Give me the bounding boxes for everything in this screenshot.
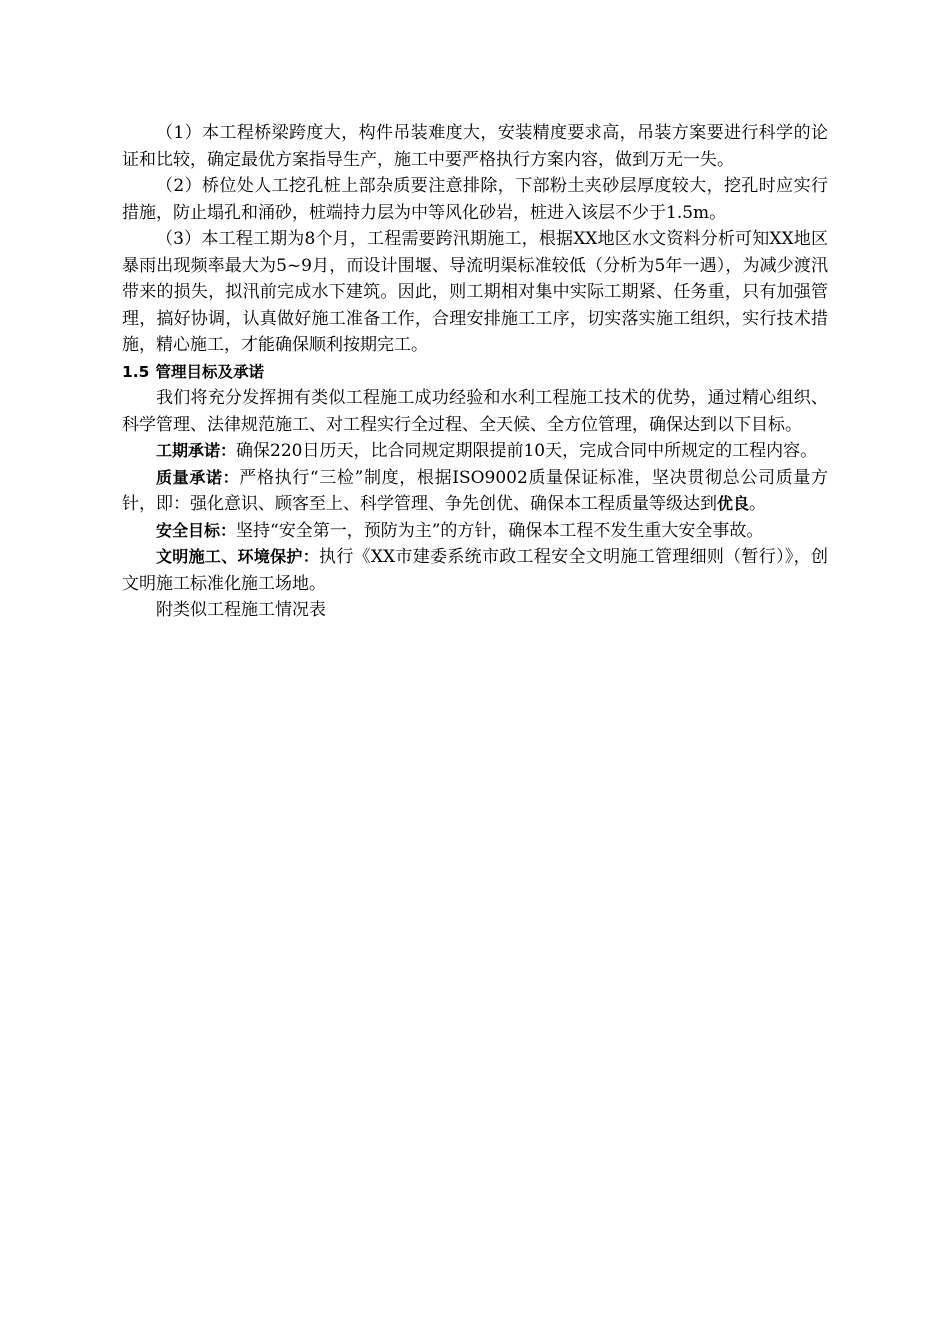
quality-emphasis: 优良 bbox=[717, 494, 750, 513]
safety-label: 安全目标： bbox=[156, 520, 237, 540]
quality-label: 质量承诺： bbox=[156, 467, 240, 487]
risk-item-1: （1）本工程桥梁跨度大，构件吊装难度大，安装精度要求高，吊装方案要进行科学的论证和比较，确定最优方案指导生产，施工中要严格执行方案内容，做到万无一失。 bbox=[122, 123, 828, 170]
schedule-label: 工期承诺： bbox=[156, 441, 237, 460]
section-title: 管理目标及承诺 bbox=[155, 362, 264, 381]
section-heading bbox=[122, 359, 828, 386]
safety-text: 坚持“安全第一，预防为主”的方针，确保本工程不发生重大安全事故。 bbox=[236, 520, 764, 541]
civilized-text: 执行《XX市建委系统市政工程安全文明施工管理细则（暂行）》，创文明施工标准化施工场地。 bbox=[122, 547, 828, 594]
safety-goal bbox=[122, 518, 828, 545]
risk-item-2: （2）桥位处人工挖孔桩上部杂质要注意排除，下部粉土夹砂层厚度较大，挖孔时应实行措施，防止塌孔和涌砂，桩端持力层为中等风化砂岩，桩进入该层不少于1.5m。 bbox=[122, 176, 828, 223]
section-number: 1.5 bbox=[122, 362, 150, 381]
section-intro: 我们将充分发挥拥有类似工程施工成功经验和水利工程施工技术的优势，通过精心组织、科学管理、法律规范施工、对工程实行全过程、全天候、全方位管理，确保达到以下目标。 bbox=[122, 388, 828, 435]
civilized-construction bbox=[122, 544, 828, 597]
schedule-text: 确保220日历天，比合同规定期限提前10天，完成合同中所规定的工程内容。 bbox=[236, 441, 818, 461]
document-page bbox=[122, 120, 828, 624]
quality-end: 。 bbox=[749, 494, 767, 514]
attachment-note: 附类似工程施工情况表 bbox=[156, 600, 326, 620]
civilized-label: 文明施工、环境保护： bbox=[156, 547, 320, 566]
risk-item-3: （3）本工程工期为8个月，工程需要跨汛期施工，根据XX地区水文资料分析可知XX地区暴雨出现频率最大为5~9月，而设计围堰、导流明渠标准较低（分析为5年一遇），为减少渡汛带来的损失，拟汛前完成水下建筑。因此，则工期相对集中实际工期紧、任务重，只有加强管理，搞好协调，认真做好施工准备工作，合理安排施工工序，切实落实施工组织，实行技术措施，精心施工，才能确保顺利按期完工。 bbox=[122, 229, 828, 355]
quality-commitment bbox=[122, 465, 828, 518]
schedule-commitment bbox=[122, 438, 828, 465]
quality-text: 严格执行“三检”制度，根据ISO9002质量保证标准，坚决贯彻总公司质量方针，即：强化意识、顾客至上、科学管理、争先创优、确保本工程质量等级达到 bbox=[122, 467, 828, 514]
